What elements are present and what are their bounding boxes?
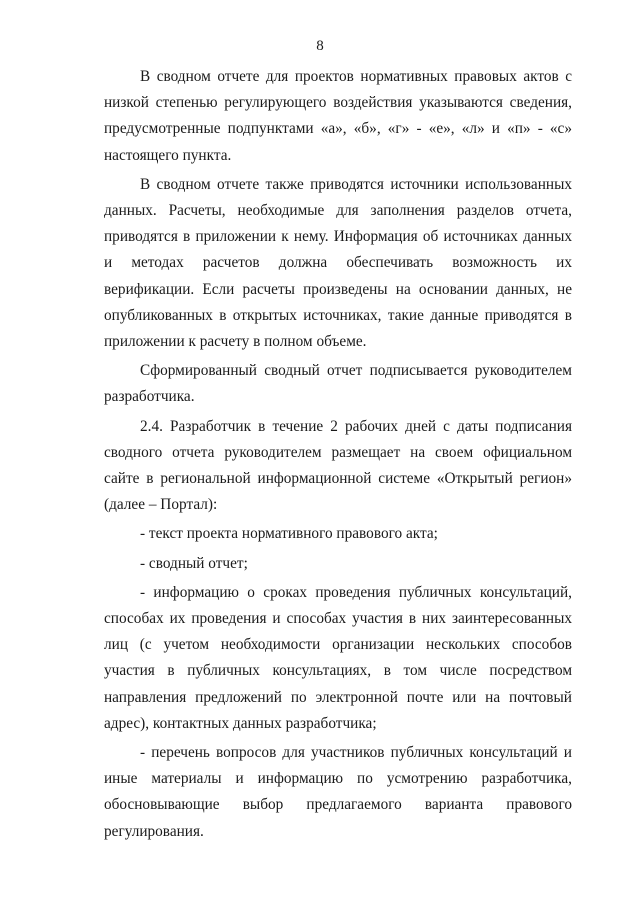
list-item-consultation-info: - информацию о сроках проведения публичных консультаций, способах их проведения и способах участия в них заинтересованных лиц (с учетом необходимости организации нескольких способов участия в публичных консультациях, в том числе посредством направления предложений по электронной почте или на почтовый адрес), контактных данных разработчика; [104,583,572,732]
paragraph-summary-report-low-impact: В сводном отчете для проектов нормативных правовых актов с низкой степенью регулирующего воздействия указываются сведения, предусмотренные подпунктами «а», «б», «г» - «е», «л» и «п» - «с» настоящего пункта. [104,68,572,164]
list-item-questions-list: - перечень вопросов для участников публичных консультаций и иные материалы и информацию по усмотрению разработчика, обосновывающие выбор предлагаемого варианта правового регулирования. [104,744,572,840]
list-item-summary-report: - сводный отчет; [140,554,248,572]
list-item-draft-text: - текст проекта нормативного правового акта; [140,525,438,543]
paragraph-report-signing: Сформированный сводный отчет подписывается руководителем разработчика. [104,362,572,406]
paragraph-section-2-4: 2.4. Разработчик в течение 2 рабочих дней с даты подписания сводного отчета руководителем размещает на своем официальном сайте в региональной информационной системе «Открытый регион» (далее – Портал): [104,417,572,514]
page-number: 8 [316,38,324,54]
paragraph-data-sources: В сводном отчете также приводятся источники использованных данных. Расчеты, необходимые для заполнения разделов отчета, приводятся в приложении к нему. Информация об источниках данных и методах расчетов должна обеспечивать возможность их верификации. Если расчеты произведены на основании данных, не опубликованных в открытых источниках, такие данные приводятся в приложении к расчету в полном объеме. [104,175,572,351]
document-body [104,64,572,848]
